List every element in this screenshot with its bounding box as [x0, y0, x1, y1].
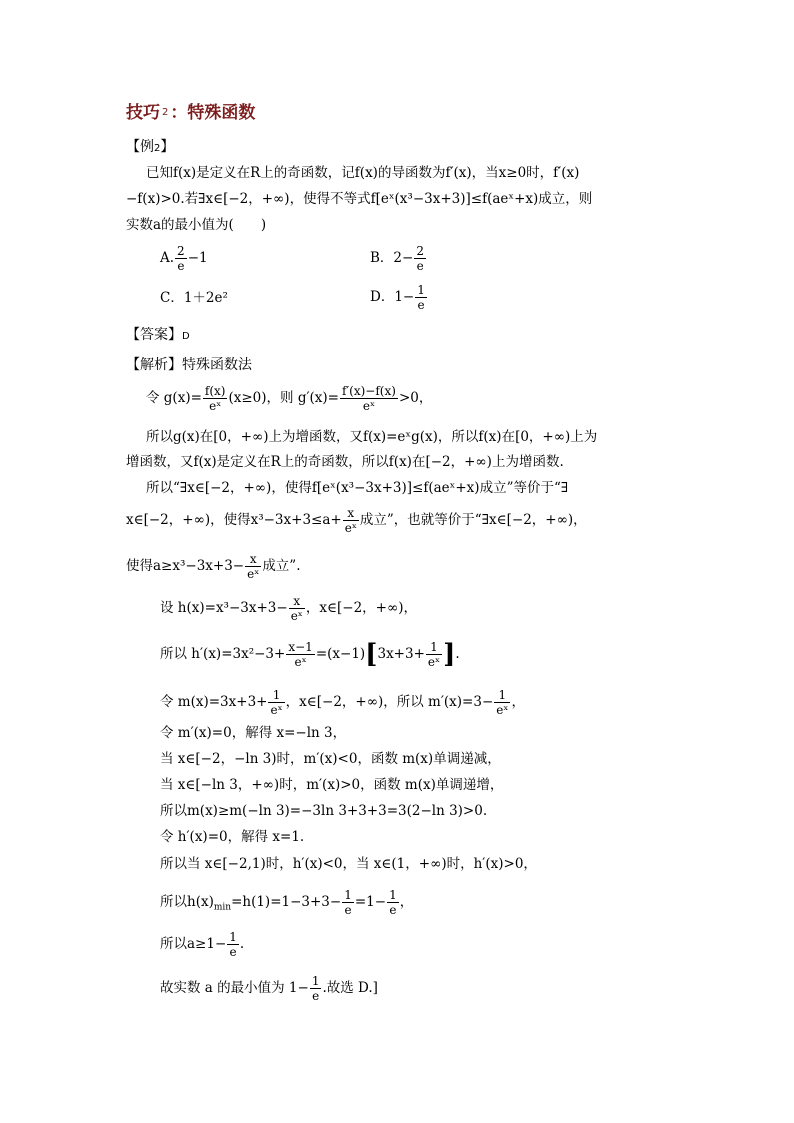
step-16: 所以$h(x)_{min}=h(1)=1-3+3-$ $\frac{1}{e}$ =1− $\frac{1}{e}$ ，: [160, 888, 414, 917]
step-14: 令 h′(x)=0，解得 x=1.: [160, 829, 305, 845]
option-a: A. $\frac{2}{e}$ −1: [160, 244, 208, 273]
step-4: 所以“∃x∈[−2，+∞)，使得f[eˣ(x³−3x+3)]≤f(aeˣ+x)成立”等价于“∃: [146, 480, 569, 496]
answer-line: [126, 326, 190, 346]
step-2: 所以g(x)在[0，+∞)上为增函数，又f(x)=eˣg(x)，所以f(x)在[0，+∞)上为: [146, 429, 598, 445]
step-7: 设 h(x)=x³−3x+3− $\frac{x}{\text{eˣ}}$ ，x∈[−2，+∞)，: [160, 594, 417, 623]
step-12: 当 x∈[−ln 3，+∞)时，m′(x)>0，函数 m(x)单调递增，: [160, 777, 504, 793]
step-17: 所以a≥1− $\frac{1}{e}$ .: [160, 930, 245, 959]
option-c: C．1＋2e²: [160, 290, 228, 306]
step-5: x∈[−2，+∞)，使得x³−3x+3≤a+ $\frac{x}{\text{eˣ}}$ 成立”，也就等价于“∃x∈[−2，+∞)，: [126, 506, 587, 535]
analysis-method: 特殊函数法: [182, 357, 252, 373]
step-18: 故实数 a 的最小值为 1− $\frac{1}{e}$ .故选 D.]: [160, 974, 378, 1003]
step-15: 所以当 x∈[−2,1)时，h′(x)<0，当 x∈(1，+∞)时，h′(x)>0，: [160, 856, 537, 872]
step-3: 增函数，又f(x)是定义在R上的奇函数，所以f(x)在[−2，+∞)上为增函数.: [126, 454, 564, 470]
option-d: D．1− $\frac{1}{e}$: [370, 283, 425, 312]
section-number: 2: [162, 107, 169, 118]
answer-value: D: [182, 331, 190, 342]
analysis-label: 【解析】: [126, 357, 182, 373]
problem-line-2: −f(x)>0.若∃x∈[−2，+∞)，使得不等式f[eˣ(x³−3x+3)]≤f(aeˣ+x)成立，则: [126, 191, 593, 207]
example-label: 【例2】: [126, 139, 175, 155]
section-title-text: 技巧: [126, 103, 160, 123]
step-1: 令 g(x)= $\frac{f(x)}{\text{eˣ}}$ (x≥0)，则 g′(x)= $\frac{f'(x)-f(x)}{\text{eˣ}}$ >0，: [146, 384, 433, 413]
option-b: B．2− $\frac{2}{e}$: [370, 244, 424, 273]
section-title-suffix: ：特殊函数: [170, 103, 256, 123]
step-11: 当 x∈[−2，−ln 3)时，m′(x)<0，函数 m(x)单调递减，: [160, 751, 501, 767]
section-title: [126, 104, 255, 122]
answer-label: 【答案】: [126, 327, 182, 343]
step-6: 使得a≥x³−3x+3− $\frac{x}{\text{eˣ}}$ 成立”.: [126, 552, 301, 581]
step-9: 令 m(x)=3x+3+ $\frac{1}{\text{eˣ}}$ ，x∈[−2，+∞)，所以 m′(x)=3− $\frac{1}{\text{eˣ}}$ ，: [160, 688, 525, 717]
step-10: 令 m′(x)=0，解得 x=−ln 3，: [160, 725, 347, 741]
step-13: 所以m(x)≥m(−ln 3)=−3ln 3+3+3=3(2−ln 3)>0.: [160, 803, 488, 819]
analysis-line: [126, 356, 252, 374]
step-8: 所以 h′(x)=3x²−3+ $\frac{x-1}{\text{eˣ}}$ =(x−1)[3x+3+ $\frac{1}{\text{eˣ}}$ ].: [160, 639, 460, 670]
problem-line-3: 实数a的最小值为( ): [126, 217, 267, 233]
problem-line-1: 已知f(x)是定义在R上的奇函数，记f(x)的导函数为f′(x)，当x≥0时，f′(x): [146, 165, 580, 181]
